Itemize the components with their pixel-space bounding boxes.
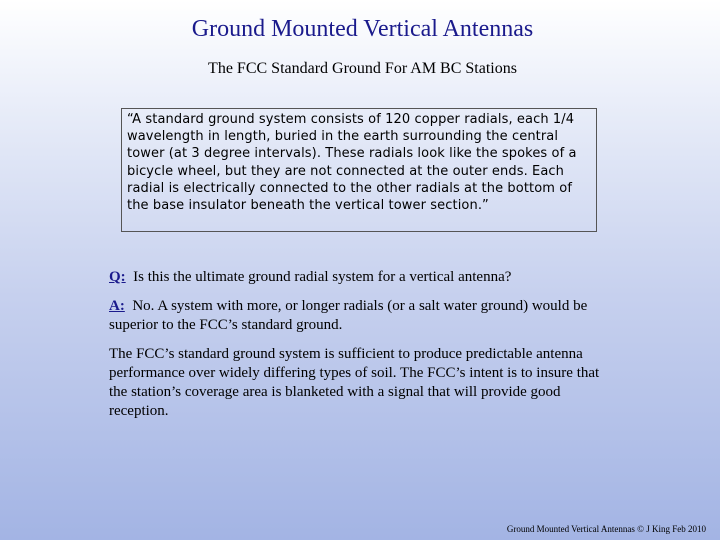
question-label: Q:	[109, 269, 126, 285]
answer	[109, 297, 619, 335]
answer-label: A:	[109, 298, 125, 314]
fcc-quote-box: “A standard ground system consists of 120 copper radials, each 1/4 wavelength in length, buried in the earth surrounding the central tower (at 3 degree intervals). These radials look like the spokes of a bicycle wheel, but they are not connected at the outer ends. Each radial is electrically connected to the other radials at the bottom of the base insulator beneath the vertical tower section.”	[121, 108, 597, 232]
explanation-paragraph: The FCC’s standard ground system is sufficient to produce predictable antenna performance over widely differing types of soil. The FCC’s intent is to insure that the station’s coverage area is blanketed with a signal that will provide good reception.	[109, 346, 600, 419]
answer-text: No. A system with more, or longer radials (or a salt water ground) would be superior to the FCC’s standard ground.	[109, 298, 588, 333]
footer: Ground Mounted Vertical Antennas © J King Feb 2010	[506, 524, 706, 534]
slide-subtitle: The FCC Standard Ground For AM BC Stations	[208, 60, 517, 77]
slide-title: Ground Mounted Vertical Antennas	[191, 16, 534, 42]
question	[109, 268, 619, 287]
question-text: Is this the ultimate ground radial system for a vertical antenna?	[133, 269, 512, 285]
